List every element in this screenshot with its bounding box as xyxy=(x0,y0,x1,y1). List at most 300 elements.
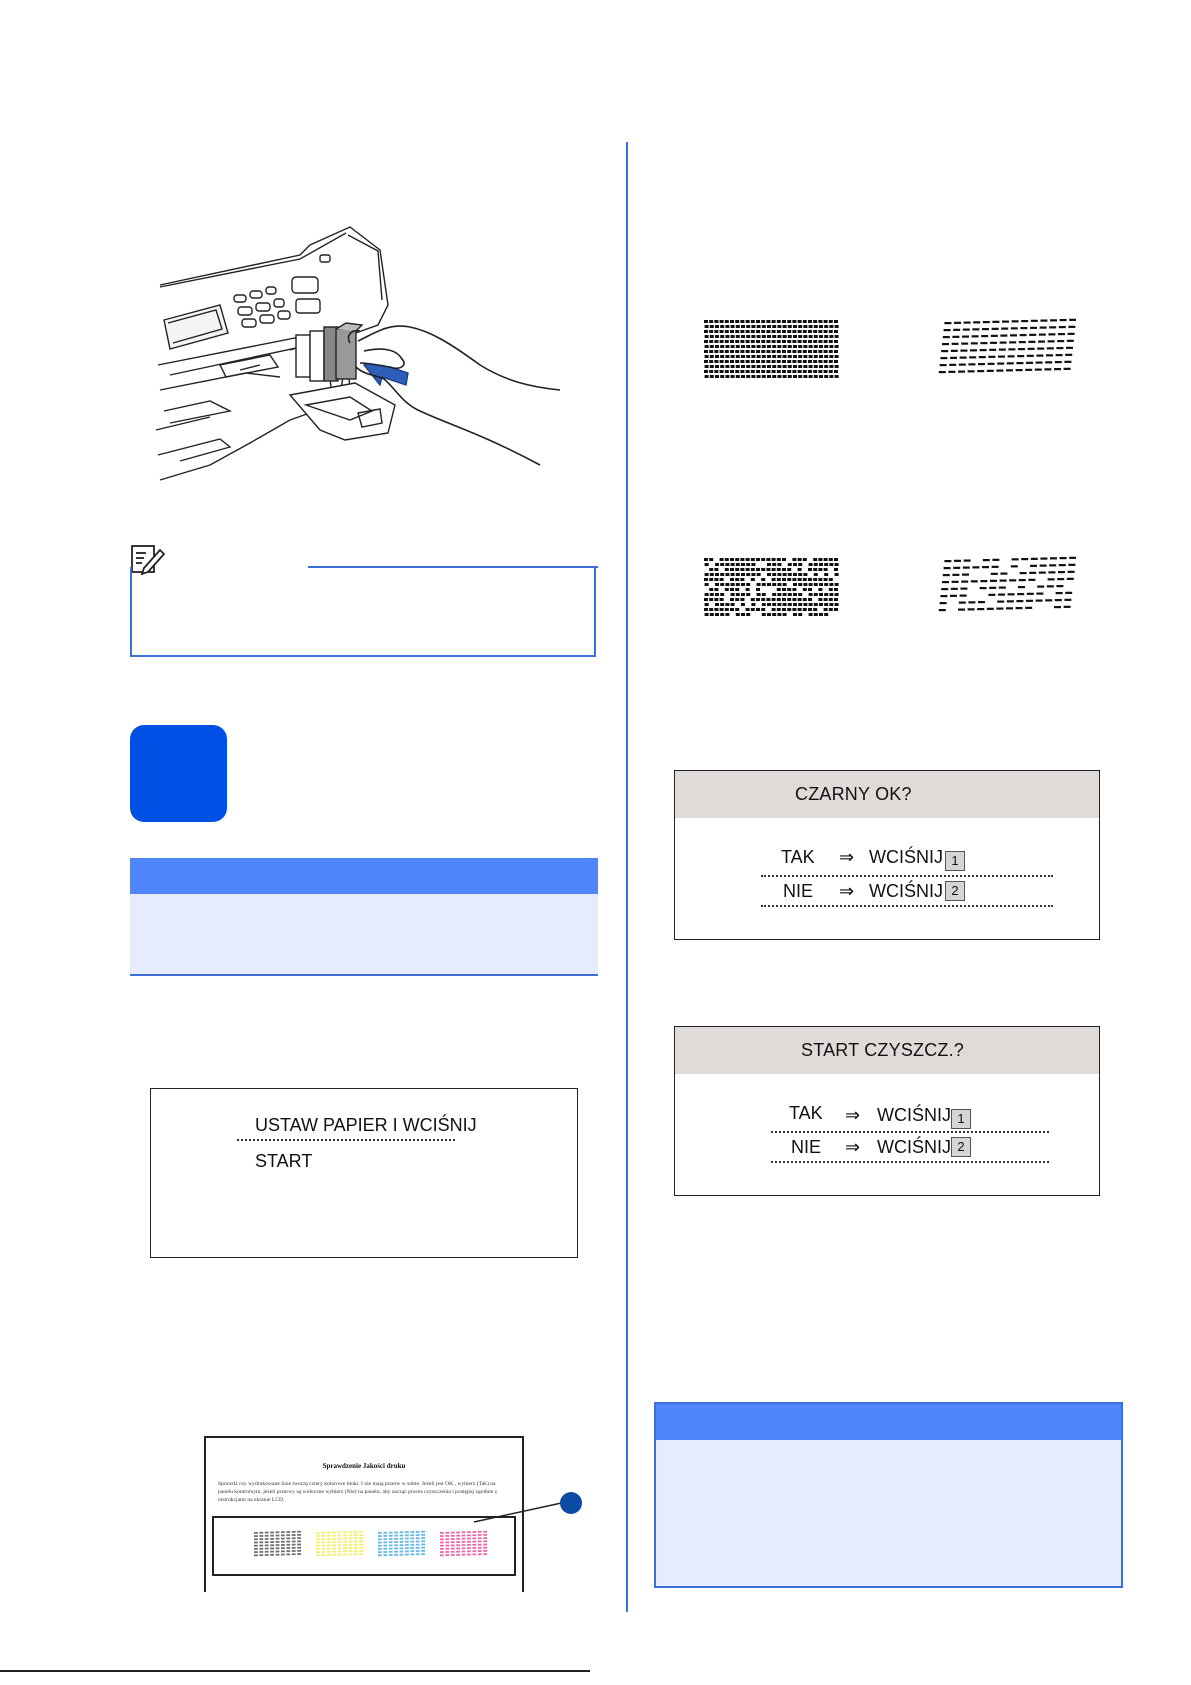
nozzle-dash xyxy=(777,563,781,566)
sheet-color-dash xyxy=(359,1537,363,1539)
nozzle-line-dash xyxy=(989,587,996,589)
nozzle-dash xyxy=(782,568,786,571)
sheet-color-dash xyxy=(359,1540,363,1542)
nozzle-dash xyxy=(813,320,817,323)
sheet-color-dash xyxy=(405,1550,409,1552)
nozzle-line-dash xyxy=(1006,607,1013,609)
nozzle-line-dash xyxy=(950,357,957,359)
nozzle-dash xyxy=(740,360,744,363)
nozzle-line-dash xyxy=(1029,572,1036,574)
sheet-color-dash xyxy=(354,1531,358,1533)
nozzle-dash xyxy=(783,325,787,328)
sheet-color-dash xyxy=(394,1551,398,1553)
nozzle-dash xyxy=(714,330,718,333)
nozzle-line-dash xyxy=(1056,347,1063,349)
nozzle-dash xyxy=(788,375,792,378)
key-1-icon: 1 xyxy=(951,1109,971,1129)
nozzle-dash xyxy=(704,320,708,323)
nozzle-dash xyxy=(835,603,839,606)
nozzle-dash xyxy=(829,563,833,566)
sheet-color-dash xyxy=(472,1550,476,1552)
nozzle-dash xyxy=(751,330,755,333)
nozzle-line-dash xyxy=(999,587,1006,589)
nozzle-dash xyxy=(730,568,734,571)
nozzle-dash xyxy=(803,345,807,348)
sheet-color-dash xyxy=(321,1551,325,1553)
nozzle-dash xyxy=(746,573,750,576)
nozzle-dash xyxy=(751,350,755,353)
nozzle-dash xyxy=(731,355,735,358)
nozzle-dash xyxy=(819,345,823,348)
sheet-color-dash xyxy=(354,1544,358,1546)
nozzle-dash xyxy=(710,355,714,358)
nozzle-dash xyxy=(751,340,755,343)
key-1-icon: 1 xyxy=(945,851,965,871)
nozzle-dash xyxy=(824,330,828,333)
nozzle-dash xyxy=(777,588,781,591)
nozzle-dash xyxy=(803,355,807,358)
nozzle-dash xyxy=(814,325,818,328)
nozzle-dash xyxy=(808,370,812,373)
nozzle-dash xyxy=(736,375,740,378)
sheet-color-dash xyxy=(359,1547,363,1549)
nozzle-dash xyxy=(761,350,765,353)
nozzle-dash xyxy=(720,340,724,343)
nozzle-dash xyxy=(720,573,724,576)
sheet-color-dash xyxy=(286,1534,290,1536)
nozzle-dash xyxy=(740,340,744,343)
sheet-color-dash xyxy=(410,1538,414,1540)
sheet-color-dash xyxy=(416,1544,420,1546)
nozzle-dash xyxy=(736,573,740,576)
nozzle-line-dash xyxy=(987,370,994,372)
nozzle-dash xyxy=(767,375,771,378)
sheet-color-dash xyxy=(400,1551,404,1553)
nozzle-dash xyxy=(746,588,750,591)
sheet-color-dash xyxy=(451,1548,455,1550)
sheet-color-dash xyxy=(348,1544,352,1546)
sheet-color-dash xyxy=(400,1544,404,1546)
lcd-line-1: USTAW PAPIER I WCIŚNIJ xyxy=(255,1115,477,1135)
nozzle-dash xyxy=(704,330,708,333)
sheet-color-dash xyxy=(259,1541,263,1543)
nozzle-dash xyxy=(803,603,807,606)
sheet-color-dash xyxy=(416,1553,420,1555)
nozzle-dash xyxy=(824,370,828,373)
nozzle-dash xyxy=(720,563,724,566)
nozzle-dash xyxy=(761,578,765,581)
nozzle-dash xyxy=(798,583,802,586)
sheet-color-dash xyxy=(354,1541,358,1543)
sheet-color-dash xyxy=(416,1537,420,1539)
nozzle-dash xyxy=(803,578,807,581)
nozzle-dash xyxy=(803,330,807,333)
nozzle-dash xyxy=(798,613,802,616)
nozzle-dash xyxy=(793,593,797,596)
nozzle-dash xyxy=(803,335,807,338)
sheet-color-dash xyxy=(462,1547,466,1549)
nozzle-dash xyxy=(772,325,776,328)
nozzle-line-dash xyxy=(1012,558,1019,560)
nozzle-dash xyxy=(772,320,776,323)
nozzle-dash xyxy=(819,593,823,596)
sheet-color-dash xyxy=(467,1531,471,1533)
nozzle-dash xyxy=(720,578,724,581)
nozzle-dash xyxy=(787,608,791,611)
sheet-color-dash xyxy=(483,1550,487,1552)
sheet-color-dash xyxy=(321,1554,325,1556)
sheet-color-dash xyxy=(321,1541,325,1543)
sheet-color-dash xyxy=(394,1548,398,1550)
nozzle-line-dash xyxy=(960,588,967,590)
nozzle-line-dash xyxy=(1002,321,1009,323)
sheet-color-dash xyxy=(472,1547,476,1549)
nozzle-line-dash xyxy=(1019,341,1026,343)
sheet-color-dash xyxy=(327,1554,331,1556)
sheet-color-dash xyxy=(451,1551,455,1553)
nozzle-dash xyxy=(751,355,755,358)
nozzle-line-dash xyxy=(1057,340,1064,342)
sheet-color-dash xyxy=(327,1541,331,1543)
nozzle-dash xyxy=(777,375,781,378)
nozzle-dash xyxy=(777,613,781,616)
sheet-color-dash xyxy=(421,1537,425,1539)
sheet-color-dash xyxy=(383,1538,387,1540)
nozzle-line-dash xyxy=(1036,593,1043,595)
nozzle-dash xyxy=(792,370,796,373)
nozzle-dash xyxy=(730,360,734,363)
nozzle-dash xyxy=(777,360,781,363)
option-no-action: WCIŚNIJ xyxy=(877,1137,951,1157)
nozzle-line-dash xyxy=(990,580,997,582)
nozzle-dash xyxy=(705,355,709,358)
nozzle-dash xyxy=(824,578,828,581)
nozzle-dash xyxy=(819,603,823,606)
sheet-color-dash xyxy=(292,1553,296,1555)
nozzle-dash xyxy=(824,573,828,576)
nozzle-dash xyxy=(767,355,771,358)
sheet-color-dash xyxy=(292,1544,296,1546)
nozzle-line-dash xyxy=(1017,593,1024,595)
nozzle-line-dash xyxy=(1060,319,1067,321)
sheet-color-dash xyxy=(462,1538,466,1540)
sheet-color-dash xyxy=(456,1541,460,1543)
nozzle-dash xyxy=(818,320,822,323)
nozzle-dash xyxy=(740,320,744,323)
nozzle-dash xyxy=(741,365,745,368)
nozzle-dash xyxy=(720,608,724,611)
nozzle-dash xyxy=(772,340,776,343)
sheet-color-dash xyxy=(378,1545,382,1547)
nozzle-dash xyxy=(788,603,792,606)
nozzle-dash xyxy=(783,603,787,606)
nozzle-dash xyxy=(746,330,750,333)
nozzle-dash xyxy=(788,325,792,328)
sheet-instructions: Sprawdź czy wydrukowane linie tworzą cztery kolorowe bloki. I nie mają przerw w sobie. Jeżeli jest OK., wybierz (Tak) na panelu kontrolnym, jeżeli przerwy są widoczne wybierz (Nie) na panelu, aby zacząć proces czyszczenia i postępuj zgodnie z instrukcjami na ekranie LCD. xyxy=(218,1481,498,1503)
nozzle-dash xyxy=(787,598,791,601)
sheet-color-dash xyxy=(359,1544,363,1546)
sheet-color-dash xyxy=(478,1547,482,1549)
sheet-color-dash xyxy=(343,1538,347,1540)
nozzle-dash xyxy=(766,320,770,323)
nozzle-dash xyxy=(787,588,791,591)
sheet-color-dash xyxy=(292,1550,296,1552)
nozzle-line-dash xyxy=(1065,592,1072,594)
nozzle-dash xyxy=(751,568,755,571)
nozzle-line-dash xyxy=(1027,355,1034,357)
nozzle-dash xyxy=(704,558,708,561)
nozzle-dash xyxy=(798,558,802,561)
nozzle-dash xyxy=(715,603,719,606)
nozzle-dash xyxy=(824,360,828,363)
sheet-color-dash xyxy=(462,1531,466,1533)
nozzle-dash xyxy=(777,350,781,353)
nozzle-dash xyxy=(705,603,709,606)
nozzle-dash xyxy=(829,593,833,596)
sheet-color-dash xyxy=(297,1553,301,1555)
sheet-color-dash xyxy=(394,1541,398,1543)
nozzle-dash xyxy=(793,563,797,566)
sheet-color-dash xyxy=(445,1532,449,1534)
sheet-color-dash xyxy=(462,1544,466,1546)
nozzle-dash xyxy=(735,578,739,581)
nozzle-line-dash xyxy=(963,329,970,331)
nozzle-dash xyxy=(777,573,781,576)
nozzle-dash xyxy=(720,603,724,606)
nozzle-dash xyxy=(792,350,796,353)
nozzle-dash xyxy=(767,603,771,606)
sheet-color-dash xyxy=(297,1550,301,1552)
sheet-color-dash xyxy=(270,1532,274,1534)
sheet-color-dash xyxy=(410,1547,414,1549)
nozzle-dash xyxy=(835,563,839,566)
nozzle-dash xyxy=(709,568,713,571)
sheet-color-dash xyxy=(265,1535,269,1537)
nozzle-line-dash xyxy=(958,609,965,611)
nozzle-line-dash xyxy=(949,364,956,366)
nozzle-line-dash xyxy=(1050,557,1057,559)
sheet-color-dash xyxy=(400,1541,404,1543)
sheet-color-dash xyxy=(316,1532,320,1534)
sheet-color-dash xyxy=(483,1544,487,1546)
sheet-color-dash xyxy=(348,1534,352,1536)
nozzle-dash xyxy=(798,598,802,601)
nozzle-line-dash xyxy=(1040,320,1047,322)
nozzle-dash xyxy=(803,320,807,323)
sheet-color-dash xyxy=(254,1548,258,1550)
nozzle-dash xyxy=(783,593,787,596)
nozzle-line-dash xyxy=(1048,571,1055,573)
nozzle-dash xyxy=(818,340,822,343)
info-banner-left xyxy=(130,858,598,976)
nozzle-dash xyxy=(710,613,714,616)
nozzle-line-dash xyxy=(960,357,967,359)
nozzle-dash xyxy=(735,588,739,591)
sheet-color-dash xyxy=(316,1542,320,1544)
arrow-icon: ⇒ xyxy=(845,1137,861,1157)
nozzle-dash xyxy=(787,330,791,333)
nozzle-line-dash xyxy=(1048,578,1055,580)
nozzle-dash xyxy=(819,613,823,616)
nozzle-dash xyxy=(761,558,765,561)
nozzle-dash xyxy=(731,573,735,576)
nozzle-dash xyxy=(824,320,828,323)
sheet-color-dash xyxy=(400,1538,404,1540)
sheet-color-dash xyxy=(281,1544,285,1546)
sheet-color-dash xyxy=(276,1541,280,1543)
sheet-color-dash xyxy=(259,1554,263,1556)
nozzle-dash xyxy=(808,608,812,611)
nozzle-dash xyxy=(710,593,714,596)
nozzle-line-dash xyxy=(1030,327,1037,329)
nozzle-dash xyxy=(725,603,729,606)
nozzle-line-dash xyxy=(1039,334,1046,336)
nozzle-dash xyxy=(777,583,781,586)
nozzle-dash xyxy=(824,558,828,561)
nozzle-dash xyxy=(720,613,724,616)
nozzle-dash xyxy=(725,588,729,591)
nozzle-line-dash xyxy=(1008,355,1015,357)
sheet-color-dash xyxy=(383,1532,387,1534)
nozzle-dash xyxy=(714,360,718,363)
nozzle-line-dash xyxy=(952,574,959,576)
sheet-color-dash xyxy=(483,1540,487,1542)
nozzle-dash xyxy=(782,370,786,373)
nozzle-dash xyxy=(725,583,729,586)
sheet-color-dash xyxy=(383,1554,387,1556)
option-yes-label: TAK xyxy=(781,847,815,867)
nozzle-dash xyxy=(751,325,755,328)
nozzle-dash xyxy=(715,345,719,348)
nozzle-dash xyxy=(818,350,822,353)
nozzle-dash xyxy=(824,350,828,353)
nozzle-dash xyxy=(746,350,750,353)
sheet-color-dash xyxy=(440,1545,444,1547)
nozzle-dash xyxy=(777,330,781,333)
nozzle-line-dash xyxy=(997,601,1004,603)
nozzle-dash xyxy=(731,583,735,586)
sheet-color-dash xyxy=(472,1554,476,1556)
sheet-color-dash xyxy=(378,1538,382,1540)
nozzle-dash xyxy=(714,350,718,353)
nozzle-dash xyxy=(714,578,718,581)
nozzle-dash xyxy=(756,608,760,611)
nozzle-dash xyxy=(798,325,802,328)
nozzle-dash xyxy=(835,355,839,358)
nozzle-dash xyxy=(834,588,838,591)
nozzle-line-dash xyxy=(1035,369,1042,371)
sheet-color-dash xyxy=(445,1551,449,1553)
nozzle-line-dash xyxy=(1064,368,1071,370)
sheet-color-dash xyxy=(343,1547,347,1549)
nozzle-line-dash xyxy=(1036,362,1043,364)
nozzle-line-dash xyxy=(942,343,949,345)
nozzle-dash xyxy=(757,593,761,596)
nozzle-dash xyxy=(725,345,729,348)
nozzle-dash xyxy=(720,365,724,368)
banner-header xyxy=(656,1404,1121,1440)
sheet-color-dash xyxy=(327,1545,331,1547)
lcd-load-paper xyxy=(150,1088,578,1258)
nozzle-dash xyxy=(767,345,771,348)
nozzle-dash xyxy=(740,578,744,581)
nozzle-line-dash xyxy=(1012,320,1019,322)
nozzle-dash xyxy=(766,350,770,353)
sheet-color-dash xyxy=(405,1544,409,1546)
sheet-color-dash xyxy=(259,1551,263,1553)
sheet-color-dash xyxy=(359,1531,363,1533)
nozzle-line-dash xyxy=(978,363,985,365)
nozzle-line-dash xyxy=(963,567,970,569)
nozzle-dash xyxy=(798,375,802,378)
sheet-color-dash xyxy=(478,1531,482,1533)
option-no-label: NIE xyxy=(783,881,814,901)
nozzle-dash xyxy=(803,375,807,378)
nozzle-line-dash xyxy=(942,581,949,583)
sheet-color-dash xyxy=(472,1531,476,1533)
nozzle-dash xyxy=(735,608,739,611)
nozzle-dash xyxy=(710,335,714,338)
sheet-color-dash xyxy=(316,1535,320,1537)
nozzle-line-dash xyxy=(1016,607,1023,609)
nozzle-dash xyxy=(829,583,833,586)
nozzle-line-dash xyxy=(968,601,975,603)
nozzle-line-dash xyxy=(996,608,1003,610)
sheet-color-dash xyxy=(451,1532,455,1534)
nozzle-line-dash xyxy=(1057,578,1064,580)
sheet-color-dash xyxy=(456,1544,460,1546)
nozzle-dash xyxy=(751,608,755,611)
nozzle-dash xyxy=(741,593,745,596)
nozzle-dash xyxy=(720,335,724,338)
nozzle-dash xyxy=(824,340,828,343)
nozzle-dash xyxy=(741,563,745,566)
sheet-color-dash xyxy=(270,1538,274,1540)
nozzle-dash xyxy=(788,593,792,596)
sheet-color-dash xyxy=(445,1535,449,1537)
nozzle-dash xyxy=(746,320,750,323)
nozzle-dash xyxy=(792,578,796,581)
nozzle-dash xyxy=(777,320,781,323)
nozzle-line-dash xyxy=(999,349,1006,351)
nozzle-dash xyxy=(736,563,740,566)
nozzle-dash xyxy=(731,593,735,596)
nozzle-dash xyxy=(829,350,833,353)
sheet-color-dash xyxy=(410,1554,414,1556)
nozzle-dash xyxy=(834,608,838,611)
nozzle-dash xyxy=(746,593,750,596)
sheet-color-dash xyxy=(332,1544,336,1546)
nozzle-line-dash xyxy=(980,580,987,582)
nozzle-dash xyxy=(777,598,781,601)
nozzle-dash xyxy=(809,613,813,616)
nozzle-line-dash xyxy=(1048,333,1055,335)
sheet-color-dash xyxy=(456,1554,460,1556)
nozzle-dash xyxy=(772,370,776,373)
color-blocks xyxy=(214,1518,514,1574)
nozzle-dash xyxy=(829,345,833,348)
key-2-icon: 2 xyxy=(951,1137,971,1157)
nozzle-dash xyxy=(757,325,761,328)
nozzle-dash xyxy=(814,365,818,368)
nozzle-line-dash xyxy=(958,371,965,373)
nozzle-line-dash xyxy=(954,322,961,324)
sheet-color-dash xyxy=(378,1535,382,1537)
nozzle-dash xyxy=(818,588,822,591)
sheet-color-dash xyxy=(254,1554,258,1556)
nozzle-dash xyxy=(782,598,786,601)
nozzle-dash xyxy=(813,360,817,363)
